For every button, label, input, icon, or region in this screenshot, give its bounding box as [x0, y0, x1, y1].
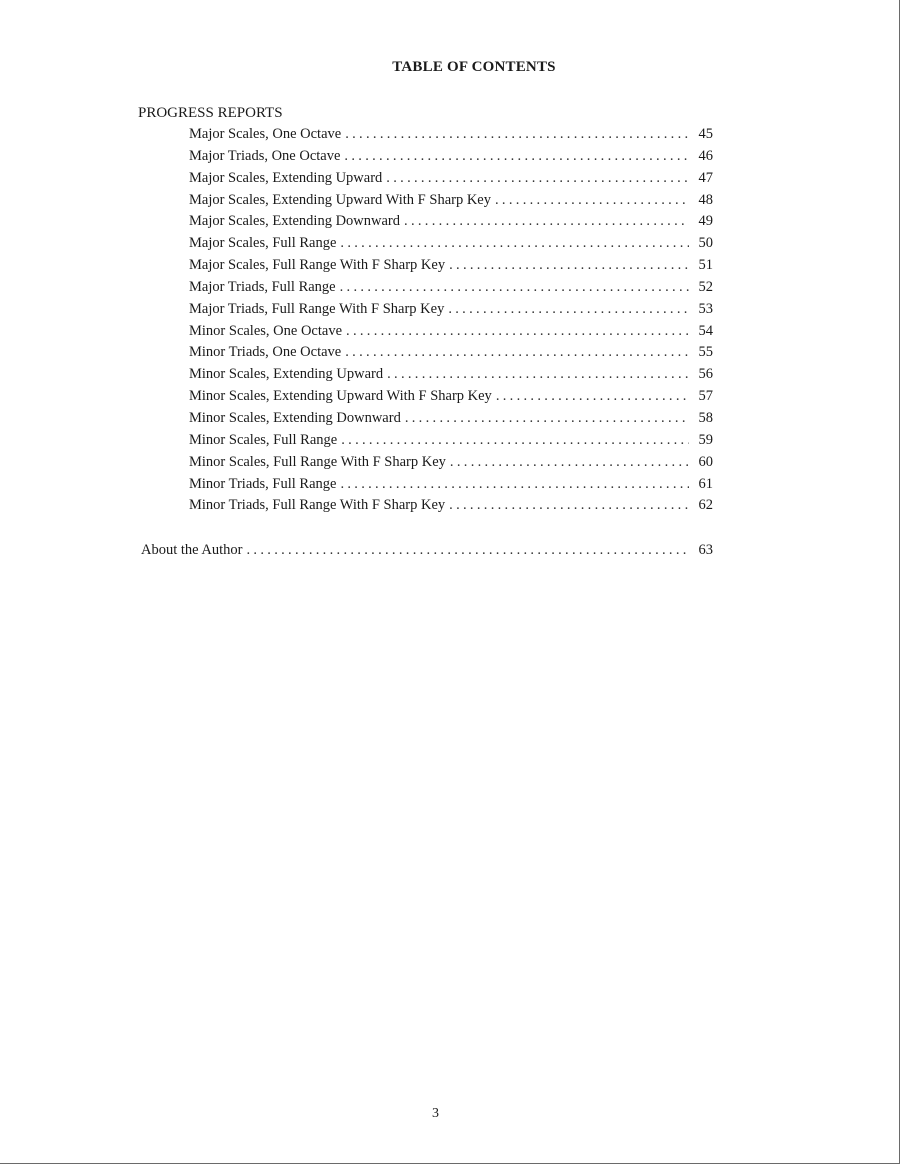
toc-entry-label: Major Scales, Extending Upward [189, 169, 383, 186]
toc-entry-page: 47 [698, 169, 713, 186]
toc-entry-page: 55 [698, 344, 713, 361]
dot-leader [340, 233, 689, 255]
dot-leader [345, 342, 689, 364]
toc-entry-page: 58 [698, 409, 713, 426]
toc-entry-label: Major Triads, Full Range With F Sharp Key [189, 300, 445, 317]
toc-entry-label: About the Author [141, 542, 243, 558]
toc-entry-page: 50 [698, 235, 713, 252]
toc-entry-page: 62 [698, 497, 713, 514]
toc-entry-label: Major Triads, One Octave [189, 147, 341, 164]
dot-leader [387, 364, 689, 386]
dot-leader [449, 255, 689, 277]
dot-leader [386, 168, 689, 190]
toc-entry-label: Major Triads, Full Range [189, 278, 336, 295]
dot-leader [346, 321, 689, 343]
dot-leader [450, 452, 689, 474]
toc-entry-page: 46 [698, 147, 713, 164]
dot-leader [448, 299, 689, 321]
dot-leader [345, 124, 689, 146]
toc-entry-page: 49 [698, 213, 713, 230]
toc-entry[interactable] [189, 146, 713, 168]
toc-entry[interactable] [189, 430, 713, 452]
toc-entry[interactable] [189, 299, 713, 321]
toc-entry[interactable] [189, 211, 713, 233]
toc-entry-label: Minor Scales, Full Range [189, 431, 338, 448]
toc-entry-page: 63 [698, 542, 713, 558]
dot-leader [449, 495, 689, 517]
toc-entry[interactable] [189, 277, 713, 299]
toc-entry[interactable] [189, 474, 713, 496]
toc-entry-label: Major Scales, Full Range [189, 235, 337, 252]
toc-entry-page: 59 [698, 431, 713, 448]
page-title: TABLE OF CONTENTS [392, 59, 556, 75]
toc-entry[interactable] [189, 190, 713, 212]
page-number: 3 [432, 1106, 439, 1121]
section-heading: PROGRESS REPORTS [138, 105, 283, 121]
toc-entry-page: 48 [698, 191, 713, 208]
dot-leader [247, 540, 690, 562]
toc-entry-page: 45 [698, 126, 713, 142]
toc-entry[interactable] [189, 321, 713, 343]
toc-entry[interactable] [189, 255, 713, 277]
toc-entry-label: Major Scales, Full Range With F Sharp Key [189, 257, 446, 274]
toc-entry[interactable] [189, 452, 713, 474]
dot-leader [405, 408, 689, 430]
dot-leader [340, 474, 689, 496]
toc-entry-label: Minor Scales, Extending Downward [189, 409, 401, 426]
toc-entry-label: Minor Triads, Full Range [189, 475, 337, 492]
toc-entry-page: 52 [698, 278, 713, 295]
toc-entry[interactable] [189, 124, 713, 146]
toc-entry-label: Minor Scales, Full Range With F Sharp Key [189, 453, 446, 470]
toc-entry[interactable] [189, 364, 713, 386]
toc-entry-label: Major Scales, Extending Upward With F Sharp Key [189, 191, 491, 208]
toc-entry[interactable] [189, 386, 713, 408]
toc-entry-label: Major Scales, One Octave [189, 126, 342, 142]
toc-entry-page: 53 [698, 300, 713, 317]
dot-leader [496, 386, 689, 408]
toc-entry-page: 51 [698, 257, 713, 274]
toc-entry-label: Minor Triads, Full Range With F Sharp Key [189, 497, 446, 514]
toc-entry-label: Minor Scales, One Octave [189, 322, 343, 339]
dot-leader [341, 430, 689, 452]
dot-leader [495, 190, 689, 212]
toc-entry-about-author[interactable] [141, 540, 713, 562]
toc-entry-label: Major Scales, Extending Downward [189, 213, 401, 230]
toc-entry[interactable] [189, 342, 713, 364]
toc-entry-page: 60 [698, 453, 713, 470]
toc-entry[interactable] [189, 233, 713, 255]
toc-entry-page: 57 [698, 388, 713, 405]
toc-entry-page: 56 [698, 366, 713, 383]
toc-entry-page: 61 [698, 475, 713, 492]
toc-entry[interactable] [189, 168, 713, 190]
toc-entry-list [189, 124, 713, 517]
dot-leader [404, 211, 689, 233]
toc-entry[interactable] [189, 495, 713, 517]
toc-entry-label: Minor Triads, One Octave [189, 344, 342, 361]
toc-entry-label: Minor Scales, Extending Upward With F Sharp Key [189, 388, 492, 405]
dot-leader [340, 277, 689, 299]
dot-leader [344, 146, 689, 168]
toc-entry-label: Minor Scales, Extending Upward [189, 366, 384, 383]
toc-entry-page: 54 [698, 322, 713, 339]
toc-entry[interactable] [189, 408, 713, 430]
